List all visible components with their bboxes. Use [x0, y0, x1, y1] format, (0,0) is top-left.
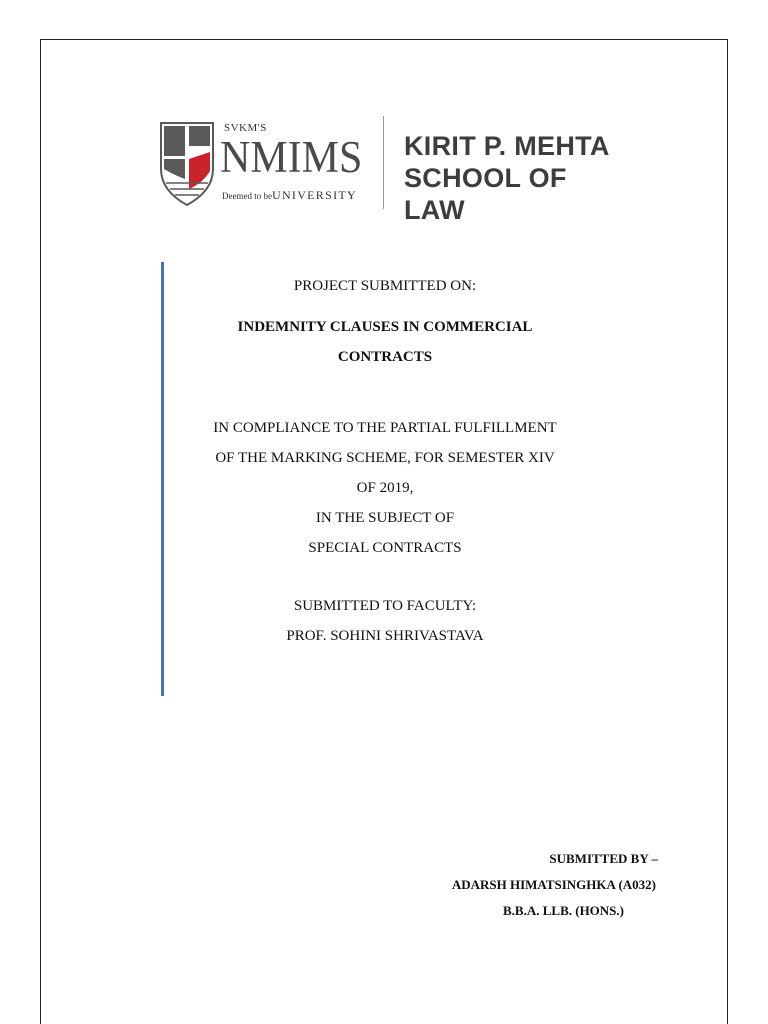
submitted-by-block [452, 846, 658, 924]
project-submitted-heading: PROJECT SUBMITTED ON: [293, 278, 477, 294]
compliance-line: IN THE SUBJECT OF [315, 510, 455, 526]
faculty-block [170, 591, 600, 651]
school-name-line1: KIRIT P. MEHTA [404, 131, 610, 161]
logo-university-text: UNIVERSITY [271, 188, 357, 202]
project-title-line2: CONTRACTS [337, 349, 433, 365]
submitted-to-label: SUBMITTED TO FACULTY: [293, 598, 477, 614]
institution-logo [158, 116, 618, 225]
logo-divider [383, 116, 384, 209]
project-title-line1: INDEMNITY CLAUSES IN COMMERCIAL [237, 319, 533, 335]
logo-svkm-text: SVKM'S [224, 122, 267, 134]
school-name-line2: SCHOOL OF LAW [404, 163, 567, 225]
student-name: ADARSH HIMATSINGHKA (A032) [451, 877, 656, 892]
nmims-emblem-icon [158, 119, 216, 209]
faculty-name: PROF. SOHINI SHRIVASTAVA [286, 628, 484, 644]
accent-bar [161, 262, 164, 696]
compliance-line: SPECIAL CONTRACTS [308, 540, 462, 556]
compliance-line: OF THE MARKING SCHEME, FOR SEMESTER XIV [215, 450, 555, 466]
school-name [404, 130, 618, 226]
project-title [170, 312, 600, 372]
logo-deemed-text: Deemed to be [222, 191, 272, 201]
compliance-statement [170, 413, 600, 563]
submitted-by-label: SUBMITTED BY – [549, 851, 658, 866]
compliance-line: OF 2019, [356, 480, 414, 496]
logo-nmims-wordmark: NMIMS [220, 133, 363, 183]
student-degree: B.B.A. LLB. (HONS.) [503, 903, 624, 918]
compliance-line: IN COMPLIANCE TO THE PARTIAL FULFILLMENT [213, 420, 557, 436]
logo-deemed-university [222, 188, 357, 203]
